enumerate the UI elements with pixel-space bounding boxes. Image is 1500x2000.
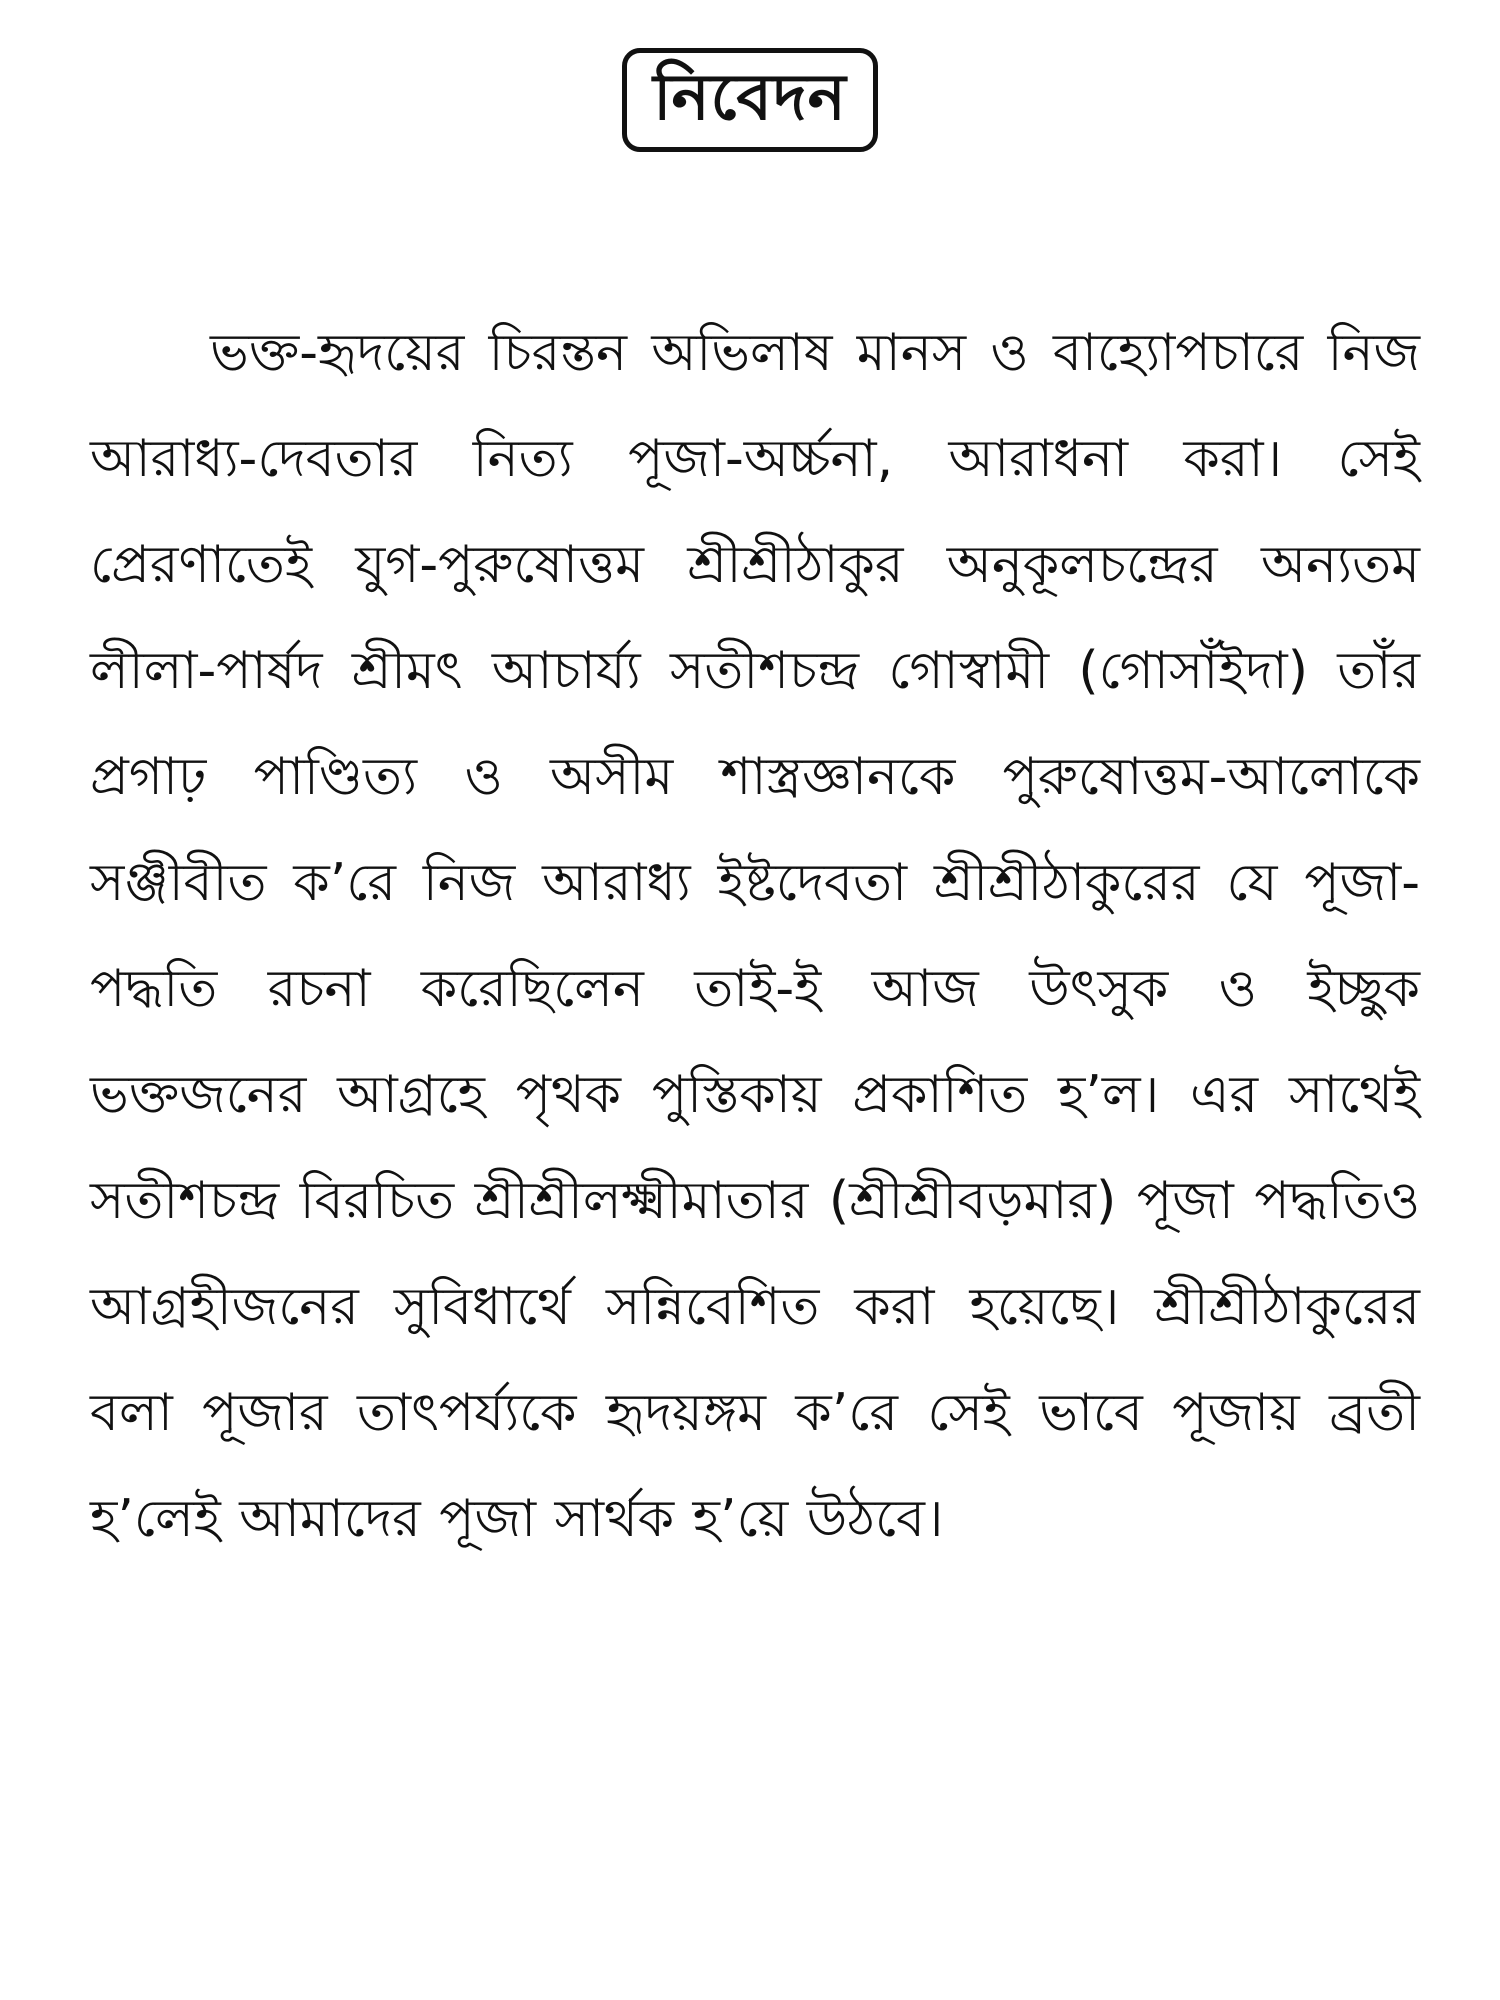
- page-title: নিবেদন: [622, 48, 878, 152]
- title-container: [0, 48, 1500, 152]
- body-paragraph: ভক্ত-হৃদয়ের চিরন্তন অভিলাষ মানস ও বাহ্যোপচারে নিজ আরাধ্য-দেবতার নিত্য পূজা-অর্চ্চনা, আরাধনা করা। সেই প্রেরণাতেই যুগ-পুরুষোত্তম শ্রীশ্রীঠাকুর অনুকূলচন্দ্রের অন্যতম লীলা-পার্ষদ শ্রীমৎ আচার্য্য সতীশচন্দ্র গোস্বামী (গোসাঁইদা) তাঁর প্রগাঢ় পাণ্ডিত্য ও অসীম শাস্ত্রজ্ঞানকে পুরুষোত্তম-আলোকে সঞ্জীবীত ক’রে নিজ আরাধ্য ইষ্টদেবতা শ্রীশ্রীঠাকুরের যে পূজা-পদ্ধতি রচনা করেছিলেন তাই-ই আজ উৎসুক ও ইচ্ছুক ভক্তজনের আগ্রহে পৃথক পুস্তিকায় প্রকাশিত হ’ল। এর সাথেই সতীশচন্দ্র বিরচিত শ্রীশ্রীলক্ষ্মীমাতার (শ্রীশ্রীবড়মার) পূজা পদ্ধতিও আগ্রহীজনের সুবিধার্থে সন্নিবেশিত করা হয়েছে। শ্রীশ্রীঠাকুরের বলা পূজার তাৎপর্য্যকে হৃদয়ঙ্গম ক’রে সেই ভাবে পূজায় ব্রতী হ’লেই আমাদের পূজা সার্থক হ’য়ে উঠবে।: [90, 323, 1420, 1549]
